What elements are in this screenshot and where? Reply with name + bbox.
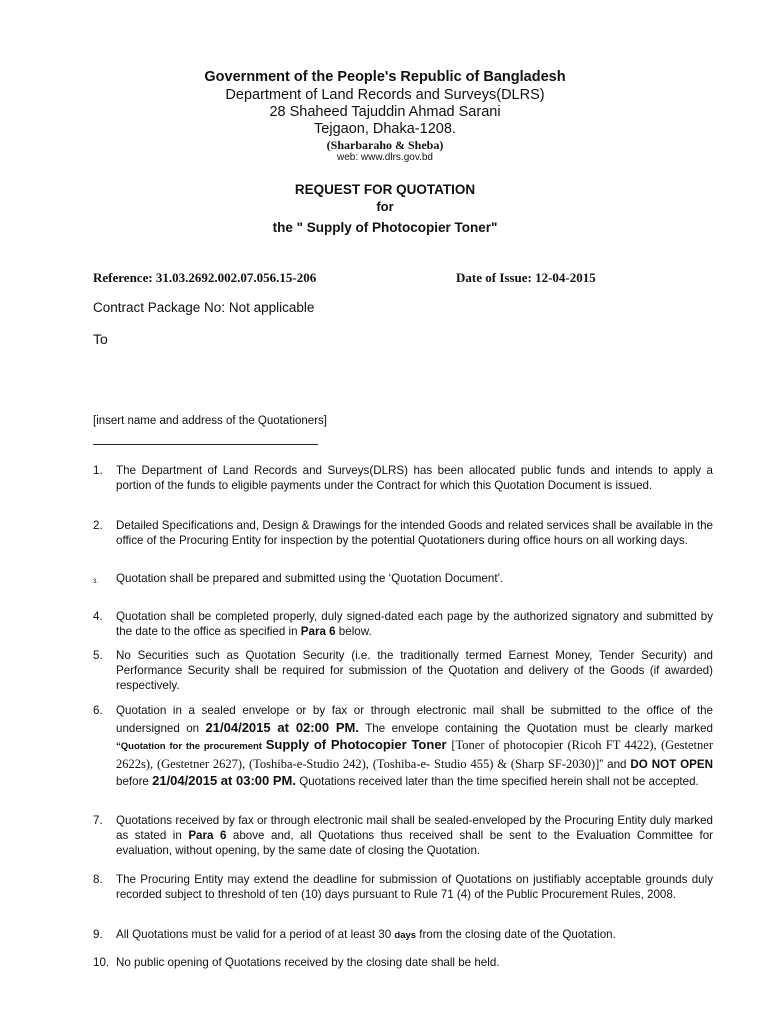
- envelope-marking: “Quotation for the procurement: [116, 741, 266, 752]
- item-number: 9.: [93, 928, 103, 941]
- submission-time: 02:00 PM.: [295, 719, 359, 735]
- item-text: [116, 813, 713, 858]
- item-number: 3.: [93, 579, 99, 585]
- website-line: web: www.dlrs.gov.bd: [337, 152, 433, 163]
- address-line-1: 28 Shaheed Tajuddin Ahmad Sarani: [269, 104, 501, 120]
- text-span: below.: [335, 625, 372, 638]
- do-not-open: DO NOT OPEN: [630, 757, 713, 771]
- item-number: 10.: [93, 956, 110, 969]
- item-number: 4.: [93, 610, 103, 623]
- list-item-2: [93, 518, 713, 548]
- item-number: 6.: [93, 704, 103, 717]
- list-item-5: [93, 648, 713, 693]
- submission-date: 21/04/2015: [205, 719, 271, 735]
- address-line-2: Tejgaon, Dhaka-1208.: [314, 121, 456, 137]
- item-number: 5.: [93, 649, 103, 662]
- title-for: for: [376, 199, 394, 214]
- item-text: No Securities such as Quotation Security (i.e. the traditionally termed Earnest Money, Tender Security) and Performance Security shall be required for submission of the Quotation and delivery of the Goods (if awarded) respectively.: [116, 649, 713, 692]
- list-item-1: [93, 463, 713, 493]
- title-supply: the " Supply of Photocopier Toner": [272, 220, 498, 235]
- text-span: Quotations received by fax or through electronic mail shall be sealed-enveloped by the Procuring Entity duly marked as stated in: [116, 814, 713, 842]
- item-number: 2.: [93, 519, 103, 532]
- text-span: All Quotations must be valid for a period of at least 30: [116, 928, 395, 941]
- days-word: days: [394, 930, 417, 941]
- toner-models: [Toner of photocopier (Ricoh FT 4422), (Gestetner 2622s), (Gestetner 2627), (Toshiba-e-Studio 242), (Toshiba-e- Studio 455) & (Sharp SF-2030)]: [116, 738, 713, 771]
- item-text: Quotation shall be prepared and submitted using the ‘Quotation Document’.: [116, 572, 504, 585]
- item-number: 7.: [93, 814, 103, 827]
- signature-underline: [93, 444, 318, 445]
- para-reference: Para 6: [300, 625, 336, 638]
- text-span: Quotation in a sealed envelope or by fax or through electronic mail shall be submitted to the office of the undersigned on: [116, 704, 713, 735]
- text-span: ” and: [599, 757, 631, 771]
- text-span: at: [217, 773, 236, 788]
- department-name: Department of Land Records and Surveys(DLRS): [225, 87, 545, 103]
- to-label: To: [93, 331, 108, 347]
- list-item-10: [93, 955, 713, 970]
- date-of-issue: Date of Issue: 12-04-2015: [456, 270, 596, 285]
- opening-date: 21/04/2015: [152, 773, 218, 788]
- sharbaraho-tagline: (Sharbaraho & Sheba): [326, 138, 444, 152]
- insert-placeholder: [insert name and address of the Quotationers]: [93, 415, 327, 427]
- list-item-9: [93, 927, 713, 943]
- list-item-6: [93, 703, 713, 791]
- item-text: No public opening of Quotations received by the closing date shall be held.: [116, 956, 500, 969]
- list-item-3: [93, 571, 713, 586]
- item-text: [116, 927, 713, 943]
- text-span: from the closing date of the Quotation.: [416, 928, 616, 941]
- item-text: The Procuring Entity may extend the deadline for submission of Quotations on justifiably acceptable grounds duly recorded subject to threshold of ten (10) days pursuant to Rule 71 (4) of the Public Procurement Rules, 2008.: [116, 873, 713, 901]
- list-item-8: [93, 872, 713, 902]
- para-reference: Para 6: [188, 829, 227, 842]
- list-item-7: [93, 813, 713, 858]
- opening-time: 03:00 PM.: [235, 773, 296, 788]
- text-span: Quotation shall be completed properly, duly signed-dated each page by the authorized signatory and submitted by the date to the office as specified in: [116, 610, 713, 638]
- item-text: [116, 609, 713, 639]
- list-item-4: [93, 609, 713, 639]
- procurement-item: Supply of Photocopier Toner: [265, 737, 452, 752]
- item-number: 1.: [93, 464, 103, 477]
- text-span: The envelope containing the Quotation must be clearly marked: [358, 721, 713, 735]
- item-text: [116, 703, 713, 791]
- document-title: REQUEST FOR QUOTATION: [294, 182, 476, 197]
- item-text: Detailed Specifications and, Design & Drawings for the intended Goods and related services shall be available in the office of the Procuring Entity for inspection by the potential Quotationers during office hours on all working days.: [116, 519, 713, 547]
- item-text: The Department of Land Records and Surveys(DLRS) has been allocated public funds and intends to apply a portion of the funds to eligible payments under the Contract for which this Quotation Document is issued.: [116, 464, 713, 492]
- reference-number: Reference: 31.03.2692.002.07.056.15-206: [93, 270, 317, 285]
- contract-package: Contract Package No: Not applicable: [93, 300, 315, 315]
- item-number: 8.: [93, 873, 103, 886]
- text-span: at: [270, 719, 296, 735]
- text-span: above and, all Quotations thus received shall be sent to the Evaluation Committee for evaluation, without opening, by the same date of closing the Quotation.: [116, 829, 714, 857]
- text-span: Quotations received later than the time specified herein shall not be accepted.: [295, 775, 699, 788]
- government-title: Government of the People's Republic of Bangladesh: [204, 69, 566, 85]
- text-span: before: [116, 775, 153, 788]
